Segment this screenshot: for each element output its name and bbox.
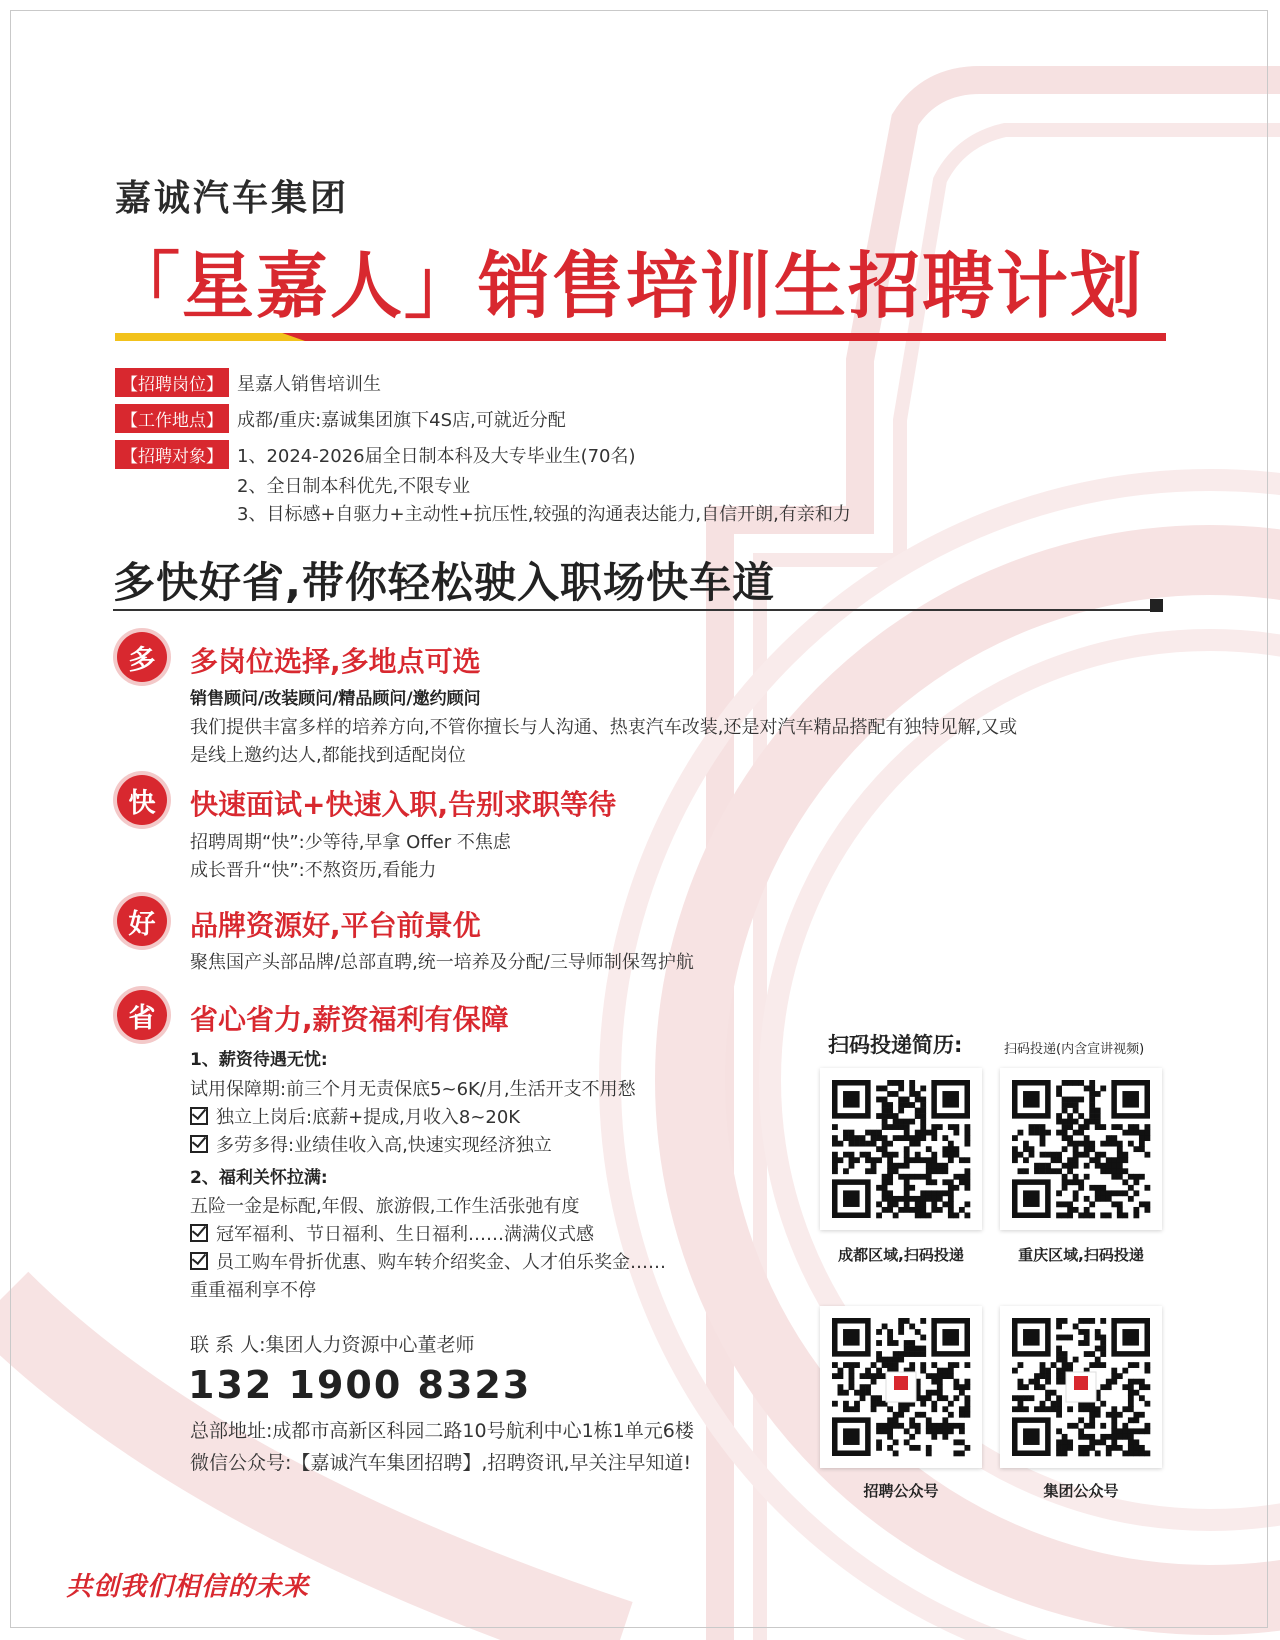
qr-section-note: 扫码投递(内含宣讲视频) [1004,1042,1145,1057]
salary-line: 试用保障期:前三个月无责保底5~6K/月,生活开支不用愁 [190,1079,636,1100]
info-target-row [115,440,636,469]
duo-text: 我们提供丰富多样的培养方向,不管你擅长与人沟通、热衷汽车改装,还是对汽车精品搭配有独特见解,又或 [190,717,1018,738]
checkbox-icon [190,1135,208,1153]
target-tag: 【招聘对象】 [115,440,229,469]
kuai-badge: 快 [117,775,167,825]
duo-heading: 多岗位选择,多地点可选 [190,645,481,678]
qr-code-icon [820,1068,982,1230]
hao-badge: 好 [117,896,167,946]
checkbox-icon [190,1252,208,1270]
slogan: 多快好省,带你轻松驶入职场快车道 [113,558,775,607]
sheng-heading: 省心省力,薪资福利有保障 [190,1003,509,1036]
qr-section-title: 扫码投递简历: [828,1033,963,1057]
target-line: 2、全日制本科优先,不限专业 [237,476,471,497]
checkbox-icon [190,1107,208,1125]
position-value: 星嘉人销售培训生 [237,374,381,395]
hq-address: 总部地址:成都市高新区科园二路10号航利中心1栋1单元6楼 [190,1420,694,1442]
wechat-account: 微信公众号:【嘉诚汽车集团招聘】,招聘资讯,早关注早知道! [190,1452,692,1474]
welfare-check-item [190,1220,594,1246]
salary-check-item [190,1131,552,1157]
kuai-text: 成长晋升“快”:不熬资历,看能力 [190,860,437,881]
qr-code-chengdu[interactable] [820,1068,982,1230]
info-location-row [115,404,566,433]
welfare-check-text: 冠军福利、节日福利、生日福利……满满仪式感 [216,1224,594,1245]
duo-text: 是线上邀约达人,都能找到适配岗位 [190,745,466,766]
hao-text: 聚焦国产头部品牌/总部直聘,统一培养及分配/三导师制保驾护航 [190,952,694,973]
qr-code-recruit-account[interactable] [820,1306,982,1468]
page-title: 「星嘉人」销售培训生招聘计划 [108,244,1145,328]
info-position-row [115,368,381,397]
target-line: 3、目标感+自驱力+主动性+抗压性,较强的沟通表达能力,自信开朗,有亲和力 [237,504,851,525]
contact-phone[interactable]: 132 1900 8323 [188,1363,532,1407]
welfare-check-item [190,1248,666,1274]
qr-caption: 成都区域,扫码投递 [838,1246,964,1264]
company-name: 嘉诚汽车集团 [115,178,350,219]
kuai-text: 招聘周期“快”:少等待,早拿 Offer 不焦虑 [190,832,511,853]
qr-code-icon [1000,1068,1162,1230]
title-underline-red [180,333,1166,341]
kuai-heading: 快速面试+快速入职,告别求职等待 [190,788,617,821]
slogan-divider-end [1150,599,1163,612]
contact-person: 联 系 人:集团人力资源中心董老师 [190,1334,475,1356]
duo-badge: 多 [117,632,167,682]
qr-code-group-account[interactable] [1000,1306,1162,1468]
qr-caption: 重庆区域,扫码投递 [1018,1246,1144,1264]
welfare-end: 重重福利享不停 [190,1280,316,1301]
footer-motto: 共创我们相信的未来 [66,1572,310,1602]
qr-code-icon [1000,1306,1162,1468]
qr-code-chongqing[interactable] [1000,1068,1162,1230]
location-value: 成都/重庆:嘉诚集团旗下4S店,可就近分配 [237,410,566,431]
salary-title: 1、薪资待遇无忧: [190,1050,328,1070]
qr-code-icon [820,1306,982,1468]
duo-subheading: 销售顾问/改装顾问/精品顾问/邀约顾问 [190,689,481,709]
position-tag: 【招聘岗位】 [115,368,229,397]
salary-check-item [190,1103,520,1129]
salary-check-text: 多劳多得:业绩佳收入高,快速实现经济独立 [216,1135,552,1156]
qr-caption: 招聘公众号 [863,1482,939,1500]
welfare-check-text: 员工购车骨折优惠、购车转介绍奖金、人才伯乐奖金…… [216,1252,666,1273]
sheng-badge: 省 [117,990,167,1040]
qr-caption: 集团公众号 [1043,1482,1119,1500]
slogan-divider [113,609,1155,611]
welfare-title: 2、福利关怀拉满: [190,1168,328,1188]
hao-heading: 品牌资源好,平台前景优 [190,909,481,942]
location-tag: 【工作地点】 [115,404,229,433]
title-underline-yellow [115,333,305,341]
checkbox-icon [190,1224,208,1242]
welfare-line: 五险一金是标配,年假、旅游假,工作生活张弛有度 [190,1196,580,1217]
salary-check-text: 独立上岗后:底薪+提成,月收入8~20K [216,1107,521,1128]
target-line: 1、2024-2026届全日制本科及大专毕业生(70名) [237,446,636,467]
